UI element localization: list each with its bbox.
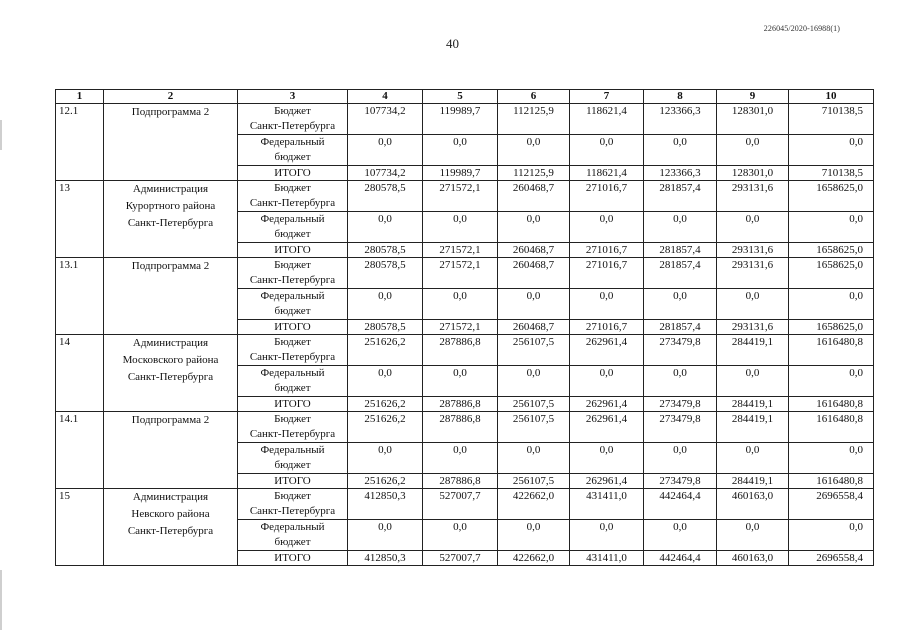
value-cell: 1658625,0 — [789, 181, 874, 212]
value-cell: 256107,5 — [498, 397, 570, 412]
value-cell: 0,0 — [789, 366, 874, 397]
row-name — [104, 181, 238, 258]
funding-source — [238, 104, 348, 135]
value-cell: 287886,8 — [423, 412, 498, 443]
scan-edge-mark — [0, 120, 2, 150]
row-name — [104, 258, 238, 335]
value-cell: 2696558,4 — [789, 489, 874, 520]
value-cell: 0,0 — [570, 135, 644, 166]
value-cell: 0,0 — [348, 289, 423, 320]
value-cell: 460163,0 — [717, 551, 789, 566]
value-cell: 412850,3 — [348, 551, 423, 566]
funding-source-line: Санкт-Петербурга — [249, 428, 336, 440]
funding-source — [238, 520, 348, 551]
value-cell: 123366,3 — [644, 166, 717, 181]
funding-source — [238, 412, 348, 443]
row-name-line: Курортного района — [125, 200, 216, 212]
funding-source — [238, 366, 348, 397]
value-cell: 1616480,8 — [789, 474, 874, 489]
funding-source-line: Санкт-Петербурга — [249, 197, 336, 209]
column-header: 4 — [348, 90, 423, 104]
value-cell: 0,0 — [348, 135, 423, 166]
value-cell: 256107,5 — [498, 335, 570, 366]
funding-source-line: Федеральный — [260, 521, 325, 533]
row-name-line: Администрация — [132, 491, 209, 503]
row-code: 15 — [56, 489, 104, 566]
value-cell: 527007,7 — [423, 551, 498, 566]
value-cell: 284419,1 — [717, 397, 789, 412]
funding-source-line: Федеральный — [260, 213, 325, 225]
value-cell: 112125,9 — [498, 166, 570, 181]
funding-source-line: Федеральный — [260, 136, 325, 148]
value-cell: 0,0 — [423, 520, 498, 551]
funding-source-line: Федеральный — [260, 290, 325, 302]
value-cell: 281857,4 — [644, 258, 717, 289]
value-cell: 0,0 — [570, 289, 644, 320]
funding-source: ИТОГО — [238, 551, 348, 566]
value-cell: 293131,6 — [717, 320, 789, 335]
value-cell: 251626,2 — [348, 397, 423, 412]
value-cell: 273479,8 — [644, 412, 717, 443]
funding-source-line: Бюджет — [274, 105, 311, 117]
row-name — [104, 412, 238, 489]
funding-source: ИТОГО — [238, 397, 348, 412]
value-cell: 260468,7 — [498, 243, 570, 258]
row-name-line: Московского района — [122, 354, 219, 366]
value-cell: 0,0 — [717, 443, 789, 474]
value-cell: 284419,1 — [717, 335, 789, 366]
value-cell: 0,0 — [717, 289, 789, 320]
header-row — [56, 90, 874, 104]
value-cell: 0,0 — [644, 135, 717, 166]
value-cell: 0,0 — [423, 443, 498, 474]
value-cell: 1616480,8 — [789, 412, 874, 443]
value-cell: 271016,7 — [570, 258, 644, 289]
value-cell: 271572,1 — [423, 320, 498, 335]
funding-source-line: Санкт-Петербурга — [249, 120, 336, 132]
row-name — [104, 104, 238, 181]
column-header: 10 — [789, 90, 874, 104]
value-cell: 293131,6 — [717, 181, 789, 212]
value-cell: 0,0 — [644, 366, 717, 397]
row-code: 13 — [56, 181, 104, 258]
value-cell: 271572,1 — [423, 243, 498, 258]
value-cell: 287886,8 — [423, 397, 498, 412]
value-cell: 262961,4 — [570, 412, 644, 443]
funding-source-line: Бюджет — [274, 413, 311, 425]
value-cell: 271016,7 — [570, 181, 644, 212]
funding-source-line: бюджет — [274, 305, 311, 317]
budget-table — [55, 89, 874, 566]
value-cell: 280578,5 — [348, 258, 423, 289]
row-code: 14.1 — [56, 412, 104, 489]
value-cell: 0,0 — [570, 366, 644, 397]
value-cell: 256107,5 — [498, 474, 570, 489]
scan-edge-mark — [0, 570, 2, 630]
row-name-line: Невского района — [131, 508, 210, 520]
value-cell: 118621,4 — [570, 166, 644, 181]
value-cell: 422662,0 — [498, 489, 570, 520]
table-row — [56, 181, 874, 212]
funding-source — [238, 181, 348, 212]
value-cell: 251626,2 — [348, 474, 423, 489]
value-cell: 271016,7 — [570, 243, 644, 258]
value-cell: 0,0 — [423, 212, 498, 243]
value-cell: 1616480,8 — [789, 335, 874, 366]
value-cell: 0,0 — [789, 520, 874, 551]
value-cell: 0,0 — [789, 443, 874, 474]
funding-source-line: бюджет — [274, 228, 311, 240]
value-cell: 1616480,8 — [789, 397, 874, 412]
funding-source — [238, 289, 348, 320]
funding-source-line: Санкт-Петербурга — [249, 351, 336, 363]
table-row — [56, 412, 874, 443]
value-cell: 293131,6 — [717, 243, 789, 258]
column-header: 6 — [498, 90, 570, 104]
funding-source — [238, 258, 348, 289]
value-cell: 0,0 — [348, 443, 423, 474]
value-cell: 442464,4 — [644, 551, 717, 566]
value-cell: 0,0 — [348, 366, 423, 397]
value-cell: 0,0 — [644, 443, 717, 474]
funding-source: ИТОГО — [238, 474, 348, 489]
funding-source-line: Бюджет — [274, 490, 311, 502]
value-cell: 0,0 — [717, 520, 789, 551]
value-cell: 262961,4 — [570, 397, 644, 412]
value-cell: 0,0 — [423, 135, 498, 166]
value-cell: 273479,8 — [644, 397, 717, 412]
funding-source — [238, 135, 348, 166]
value-cell: 0,0 — [644, 289, 717, 320]
page-number: 40 — [446, 36, 459, 51]
value-cell: 262961,4 — [570, 474, 644, 489]
value-cell: 460163,0 — [717, 489, 789, 520]
value-cell: 260468,7 — [498, 258, 570, 289]
value-cell: 0,0 — [570, 520, 644, 551]
value-cell: 281857,4 — [644, 320, 717, 335]
row-name-line: Подпрограмма 2 — [131, 414, 210, 426]
value-cell: 271016,7 — [570, 320, 644, 335]
value-cell: 527007,7 — [423, 489, 498, 520]
value-cell: 128301,0 — [717, 166, 789, 181]
row-name-line: Подпрограмма 2 — [131, 260, 210, 272]
table-row — [56, 258, 874, 289]
value-cell: 0,0 — [717, 212, 789, 243]
funding-source-line: Санкт-Петербурга — [249, 505, 336, 517]
value-cell: 0,0 — [423, 289, 498, 320]
value-cell: 0,0 — [570, 443, 644, 474]
table-row — [56, 335, 874, 366]
row-code: 12.1 — [56, 104, 104, 181]
value-cell: 260468,7 — [498, 181, 570, 212]
column-header: 8 — [644, 90, 717, 104]
value-cell: 107734,2 — [348, 104, 423, 135]
value-cell: 281857,4 — [644, 181, 717, 212]
value-cell: 0,0 — [498, 520, 570, 551]
value-cell: 128301,0 — [717, 104, 789, 135]
value-cell: 0,0 — [348, 520, 423, 551]
value-cell: 412850,3 — [348, 489, 423, 520]
funding-source-line: Бюджет — [274, 259, 311, 271]
table-row — [56, 104, 874, 135]
funding-source: ИТОГО — [238, 166, 348, 181]
value-cell: 271572,1 — [423, 181, 498, 212]
row-name-line: Санкт-Петербурга — [127, 525, 214, 537]
value-cell: 0,0 — [789, 289, 874, 320]
row-name-line: Санкт-Петербурга — [127, 217, 214, 229]
row-name-line: Санкт-Петербурга — [127, 371, 214, 383]
funding-source: ИТОГО — [238, 320, 348, 335]
value-cell: 0,0 — [570, 212, 644, 243]
value-cell: 0,0 — [498, 443, 570, 474]
funding-source — [238, 489, 348, 520]
value-cell: 0,0 — [348, 212, 423, 243]
value-cell: 0,0 — [789, 212, 874, 243]
value-cell: 287886,8 — [423, 335, 498, 366]
row-name — [104, 489, 238, 566]
value-cell: 1658625,0 — [789, 243, 874, 258]
value-cell: 271572,1 — [423, 258, 498, 289]
value-cell: 0,0 — [717, 366, 789, 397]
value-cell: 422662,0 — [498, 551, 570, 566]
column-header: 9 — [717, 90, 789, 104]
table-body — [56, 104, 874, 566]
value-cell: 123366,3 — [644, 104, 717, 135]
value-cell: 0,0 — [717, 135, 789, 166]
row-code: 14 — [56, 335, 104, 412]
row-name-line: Подпрограмма 2 — [131, 106, 210, 118]
funding-source: ИТОГО — [238, 243, 348, 258]
funding-source-line: бюджет — [274, 382, 311, 394]
document-id: 226045/2020-16988(1) — [763, 24, 840, 33]
funding-source-line: бюджет — [274, 459, 311, 471]
column-header: 7 — [570, 90, 644, 104]
value-cell: 287886,8 — [423, 474, 498, 489]
row-code: 13.1 — [56, 258, 104, 335]
column-header: 1 — [56, 90, 104, 104]
value-cell: 1658625,0 — [789, 258, 874, 289]
funding-source-line: Федеральный — [260, 367, 325, 379]
value-cell: 0,0 — [423, 366, 498, 397]
row-name — [104, 335, 238, 412]
value-cell: 0,0 — [498, 366, 570, 397]
value-cell: 256107,5 — [498, 412, 570, 443]
value-cell: 431411,0 — [570, 551, 644, 566]
value-cell: 260468,7 — [498, 320, 570, 335]
value-cell: 280578,5 — [348, 320, 423, 335]
value-cell: 0,0 — [789, 135, 874, 166]
value-cell: 1658625,0 — [789, 320, 874, 335]
value-cell: 284419,1 — [717, 412, 789, 443]
value-cell: 280578,5 — [348, 181, 423, 212]
funding-source — [238, 212, 348, 243]
funding-source — [238, 443, 348, 474]
value-cell: 280578,5 — [348, 243, 423, 258]
value-cell: 0,0 — [498, 212, 570, 243]
value-cell: 442464,4 — [644, 489, 717, 520]
value-cell: 281857,4 — [644, 243, 717, 258]
value-cell: 251626,2 — [348, 412, 423, 443]
value-cell: 107734,2 — [348, 166, 423, 181]
funding-source-line: бюджет — [274, 536, 311, 548]
value-cell: 284419,1 — [717, 474, 789, 489]
row-name-line: Администрация — [132, 183, 209, 195]
funding-source — [238, 335, 348, 366]
value-cell: 273479,8 — [644, 335, 717, 366]
value-cell: 710138,5 — [789, 166, 874, 181]
value-cell: 112125,9 — [498, 104, 570, 135]
value-cell: 0,0 — [498, 289, 570, 320]
value-cell: 431411,0 — [570, 489, 644, 520]
value-cell: 293131,6 — [717, 258, 789, 289]
value-cell: 262961,4 — [570, 335, 644, 366]
funding-source-line: Бюджет — [274, 336, 311, 348]
value-cell: 251626,2 — [348, 335, 423, 366]
funding-source-line: Бюджет — [274, 182, 311, 194]
funding-source-line: Санкт-Петербурга — [249, 274, 336, 286]
value-cell: 710138,5 — [789, 104, 874, 135]
funding-source-line: Федеральный — [260, 444, 325, 456]
value-cell: 0,0 — [498, 135, 570, 166]
column-header: 5 — [423, 90, 498, 104]
column-header: 2 — [104, 90, 238, 104]
value-cell: 119989,7 — [423, 104, 498, 135]
funding-source-line: бюджет — [274, 151, 311, 163]
value-cell: 273479,8 — [644, 474, 717, 489]
value-cell: 2696558,4 — [789, 551, 874, 566]
value-cell: 119989,7 — [423, 166, 498, 181]
table-row — [56, 489, 874, 520]
value-cell: 118621,4 — [570, 104, 644, 135]
value-cell: 0,0 — [644, 520, 717, 551]
row-name-line: Администрация — [132, 337, 209, 349]
column-header: 3 — [238, 90, 348, 104]
value-cell: 0,0 — [644, 212, 717, 243]
